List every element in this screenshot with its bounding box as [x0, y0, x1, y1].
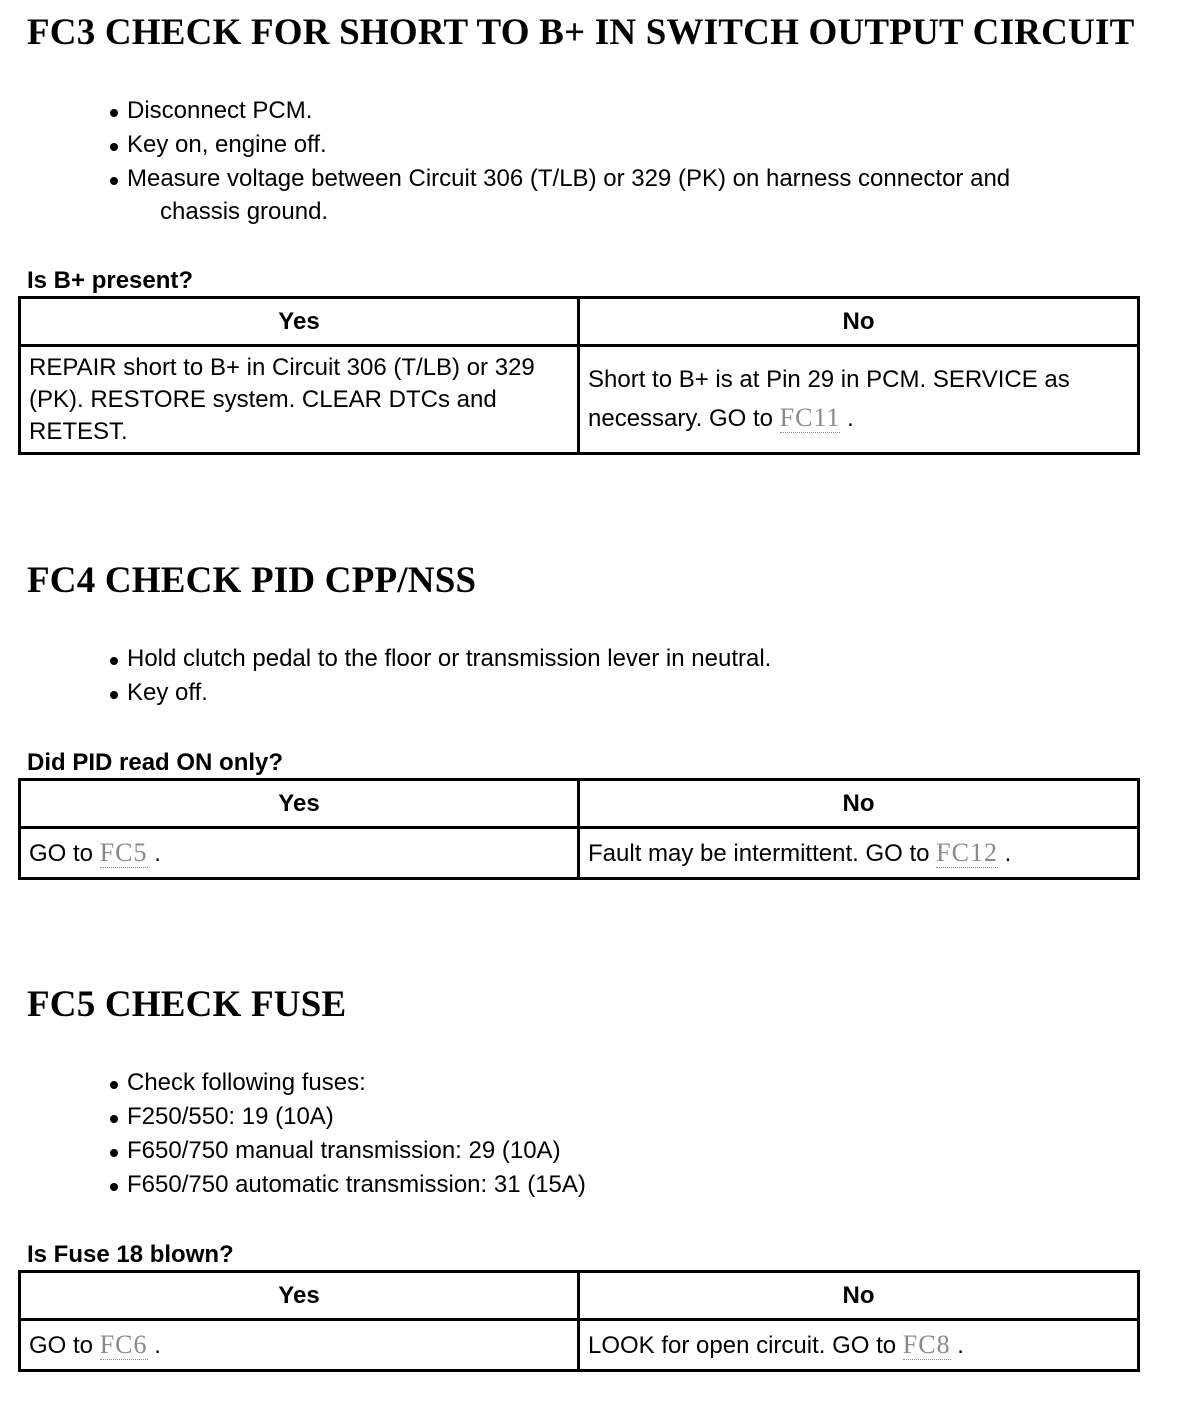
yes-header: Yes	[20, 780, 579, 828]
fc11-link[interactable]: FC11	[779, 403, 841, 432]
list-item: F650/750 automatic transmission: 31 (15A)	[108, 1168, 1167, 1202]
no-header: No	[579, 298, 1139, 346]
fc5-decision-table	[18, 1270, 1140, 1372]
bullet-icon	[110, 1183, 118, 1191]
bullet-icon	[110, 691, 118, 699]
bullet-icon	[110, 1081, 118, 1089]
list-item: Check following fuses:	[108, 1066, 1167, 1100]
fc5-heading: FC5 CHECK FUSE	[27, 984, 347, 1025]
yes-header: Yes	[20, 298, 579, 346]
no-header: No	[579, 780, 1139, 828]
fc3-question: Is B+ present?	[27, 267, 194, 294]
fc5-steps	[108, 1066, 1167, 1202]
list-item: Key on, engine off.	[108, 128, 1167, 162]
fc3-steps	[108, 94, 1167, 228]
bullet-icon	[110, 657, 118, 665]
list-item: F250/550: 19 (10A)	[108, 1100, 1167, 1134]
fc4-steps	[108, 642, 1167, 710]
no-cell: Short to B+ is at Pin 29 in PCM. SERVICE as necessary. GO to FC11 .	[579, 346, 1139, 454]
fc8-link[interactable]: FC8	[902, 1330, 951, 1359]
no-header: No	[579, 1272, 1139, 1320]
fc3-decision-table	[18, 296, 1140, 455]
no-cell: LOOK for open circuit. GO to FC8 .	[579, 1320, 1139, 1371]
yes-cell: GO to FC6 .	[20, 1320, 579, 1371]
no-cell: Fault may be intermittent. GO to FC12 .	[579, 828, 1139, 879]
yes-header: Yes	[20, 1272, 579, 1320]
yes-cell: REPAIR short to B+ in Circuit 306 (T/LB) or 329 (PK). RESTORE system. CLEAR DTCs and RETEST.	[20, 346, 579, 454]
list-item: Key off.	[108, 676, 1167, 710]
list-item: Disconnect PCM.	[108, 94, 1167, 128]
bullet-icon	[110, 143, 118, 151]
bullet-icon	[110, 109, 118, 117]
fc6-link[interactable]: FC6	[99, 1330, 148, 1359]
fc12-link[interactable]: FC12	[936, 838, 998, 867]
yes-cell: GO to FC5 .	[20, 828, 579, 879]
bullet-icon	[110, 1115, 118, 1123]
bullet-icon	[110, 177, 118, 185]
fc3-heading: FC3 CHECK FOR SHORT TO B+ IN SWITCH OUTPUT CIRCUIT	[27, 12, 1135, 53]
list-item: Measure voltage between Circuit 306 (T/LB) or 329 (PK) on harness connector and chassis ground.	[108, 162, 1167, 228]
bullet-icon	[110, 1149, 118, 1157]
fc4-question: Did PID read ON only?	[27, 749, 284, 776]
fc5-link[interactable]: FC5	[99, 838, 148, 867]
fc4-decision-table	[18, 778, 1140, 880]
list-item: F650/750 manual transmission: 29 (10A)	[108, 1134, 1167, 1168]
list-item: Hold clutch pedal to the floor or transmission lever in neutral.	[108, 642, 1167, 676]
fc4-heading: FC4 CHECK PID CPP/NSS	[27, 560, 477, 601]
fc5-question: Is Fuse 18 blown?	[27, 1241, 234, 1268]
